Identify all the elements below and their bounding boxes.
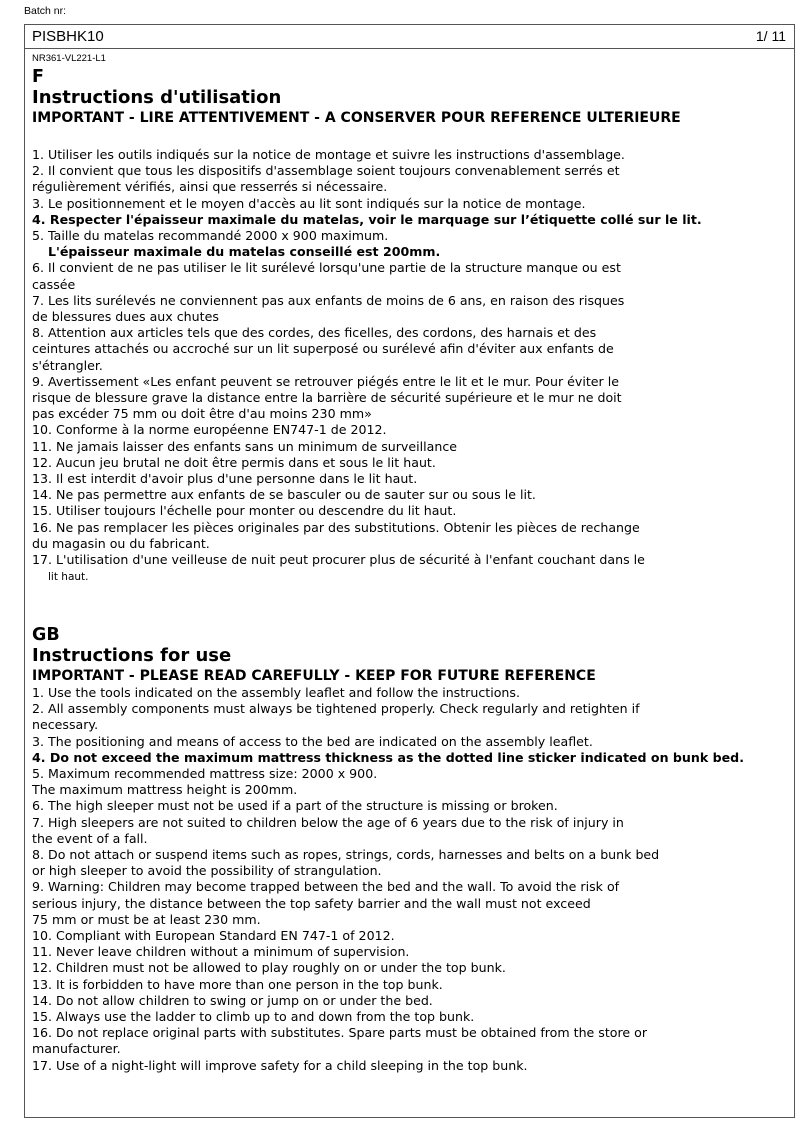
- list-item: [32, 228, 772, 260]
- list-item: 6. The high sleeper must not be used if a part of the structure is missing or broken.: [32, 798, 558, 814]
- list-item: 16. Ne pas remplacer les pièces originales par des substitutions. Obtenir les pièces de rechange du magasin ou du fabricant.: [32, 519, 640, 551]
- list-item: 3. Le positionnement et le moyen d'accès au lit sont indiqués sur la notice de montage.: [32, 195, 586, 211]
- instruction-list-gb: [32, 685, 772, 1074]
- important-notice-gb: IMPORTANT - PLEASE READ CAREFULLY - KEEP FOR FUTURE REFERENCE: [32, 668, 596, 684]
- item-subtext: L'épaisseur maximale du matelas conseillé est 200mm.: [48, 244, 441, 260]
- list-item: 2. All assembly components must always be tightened properly. Check regularly and retighten if necessary.: [32, 701, 640, 733]
- list-item: 7. High sleepers are not suited to children below the age of 6 years due to the risk of injury in the event of a fall.: [32, 814, 624, 846]
- list-item: 8. Attention aux articles tels que des cordes, des ficelles, des cordons, des harnais et des ceintures attachés ou accroché sur un lit superposé ou surélevé afin d'éviter aux enfants de s'étrangler.: [32, 325, 614, 373]
- list-item: 3. The positioning and means of access to the bed are indicated on the assembly leaflet.: [32, 733, 593, 749]
- list-item: 17. Use of a night-light will improve safety for a child sleeping in the top bunk.: [32, 1057, 528, 1073]
- list-item: 16. Do not replace original parts with substitutes. Spare parts must be obtained from the store or manufacturer.: [32, 1025, 648, 1057]
- reference-code: NR361-VL221-L1: [32, 53, 106, 64]
- list-item: 9. Avertissement «Les enfant peuvent se retrouver piégés entre le lit et le mur. Pour éviter le risque de blessure grave la distance entre la barrière de sécurité supérieure et le mur ne doit pas excéder 75 mm ou doit être d'au moins 230 mm»: [32, 373, 622, 422]
- list-item: 12. Aucun jeu brutal ne doit être permis dans et sous le lit haut.: [32, 454, 436, 470]
- item-text: 17. L'utilisation d'une veilleuse de nuit peut procurer plus de sécurité à l'enfant couchant dans le: [32, 552, 645, 568]
- item-subtext: lit haut.: [48, 571, 89, 584]
- list-item: [32, 552, 772, 585]
- list-item: 4. Respecter l'épaisseur maximale du matelas, voir le marquage sur l’étiquette collé sur le lit.: [32, 211, 702, 227]
- list-item: 13. It is forbidden to have more than one person in the top bunk.: [32, 976, 443, 992]
- language-code-gb: GB: [32, 625, 60, 645]
- list-item: 2. Il convient que tous les dispositifs d'assemblage soient toujours convenablement serrés et régulièrement vérifiés, ainsi que resserrés si nécessaire.: [32, 163, 620, 195]
- list-item: 8. Do not attach or suspend items such as ropes, strings, cords, harnesses and belts on a bunk bed or high sleeper to avoid the possibility of strangulation.: [32, 847, 660, 879]
- list-item: 11. Ne jamais laisser des enfants sans un minimum de surveillance: [32, 438, 458, 454]
- section-french: [32, 67, 772, 585]
- page-number: 1/ 11: [755, 28, 786, 44]
- list-item: 14. Ne pas permettre aux enfants de se basculer ou de sauter sur ou sous le lit.: [32, 487, 536, 503]
- section-english: [32, 625, 772, 1074]
- list-item: 10. Compliant with European Standard EN 747-1 of 2012.: [32, 928, 395, 944]
- list-item: 11. Never leave children without a minimum of supervision.: [32, 944, 410, 960]
- list-item: 4. Do not exceed the maximum mattress thickness as the dotted line sticker indicated on bunk bed.: [32, 749, 744, 765]
- list-item: 13. Il est interdit d'avoir plus d'une personne dans le lit haut.: [32, 471, 418, 487]
- list-item: 6. Il convient de ne pas utiliser le lit surélevé lorsqu'une partie de la structure manque ou est cassée: [32, 260, 621, 292]
- instruction-list-fr: [32, 147, 772, 585]
- list-item: 5. Maximum recommended mattress size: 2000 x 900. The maximum mattress height is 200mm.: [32, 766, 378, 798]
- list-item: 14. Do not allow children to swing or jump on or under the bed.: [32, 992, 433, 1008]
- list-item: 9. Warning: Children may become trapped between the bed and the wall. To avoid the risk of serious injury, the distance between the top safety barrier and the wall must not exceed 75 mm or must be at least 230 mm.: [32, 879, 620, 927]
- item-text: 5. Taille du matelas recommandé 2000 x 900 maximum.: [32, 228, 389, 244]
- product-code: PISBHK10: [32, 28, 104, 45]
- title-gb: Instructions for use: [32, 645, 232, 666]
- list-item: 1. Utiliser les outils indiqués sur la notice de montage et suivre les instructions d'assemblage.: [32, 147, 625, 162]
- language-code-fr: F: [32, 67, 44, 87]
- title-fr: Instructions d'utilisation: [32, 87, 282, 108]
- list-item: 1. Use the tools indicated on the assembly leaflet and follow the instructions.: [32, 685, 520, 700]
- list-item: 15. Utiliser toujours l'échelle pour monter ou descendre du lit haut.: [32, 503, 457, 519]
- list-item: 12. Children must not be allowed to play roughly on or under the top bunk.: [32, 960, 506, 976]
- batch-label: Batch nr:: [24, 5, 67, 17]
- list-item: 15. Always use the ladder to climb up to and down from the top bunk.: [32, 1009, 475, 1025]
- important-notice-fr: IMPORTANT - LIRE ATTENTIVEMENT - A CONSERVER POUR REFERENCE ULTERIEURE: [32, 110, 681, 126]
- header-bar: [25, 25, 794, 49]
- list-item: 7. Les lits surélevés ne conviennent pas aux enfants de moins de 6 ans, en raison des risques de blessures dues aux chutes: [32, 292, 625, 325]
- list-item: 10. Conforme à la norme européenne EN747-1 de 2012.: [32, 422, 387, 438]
